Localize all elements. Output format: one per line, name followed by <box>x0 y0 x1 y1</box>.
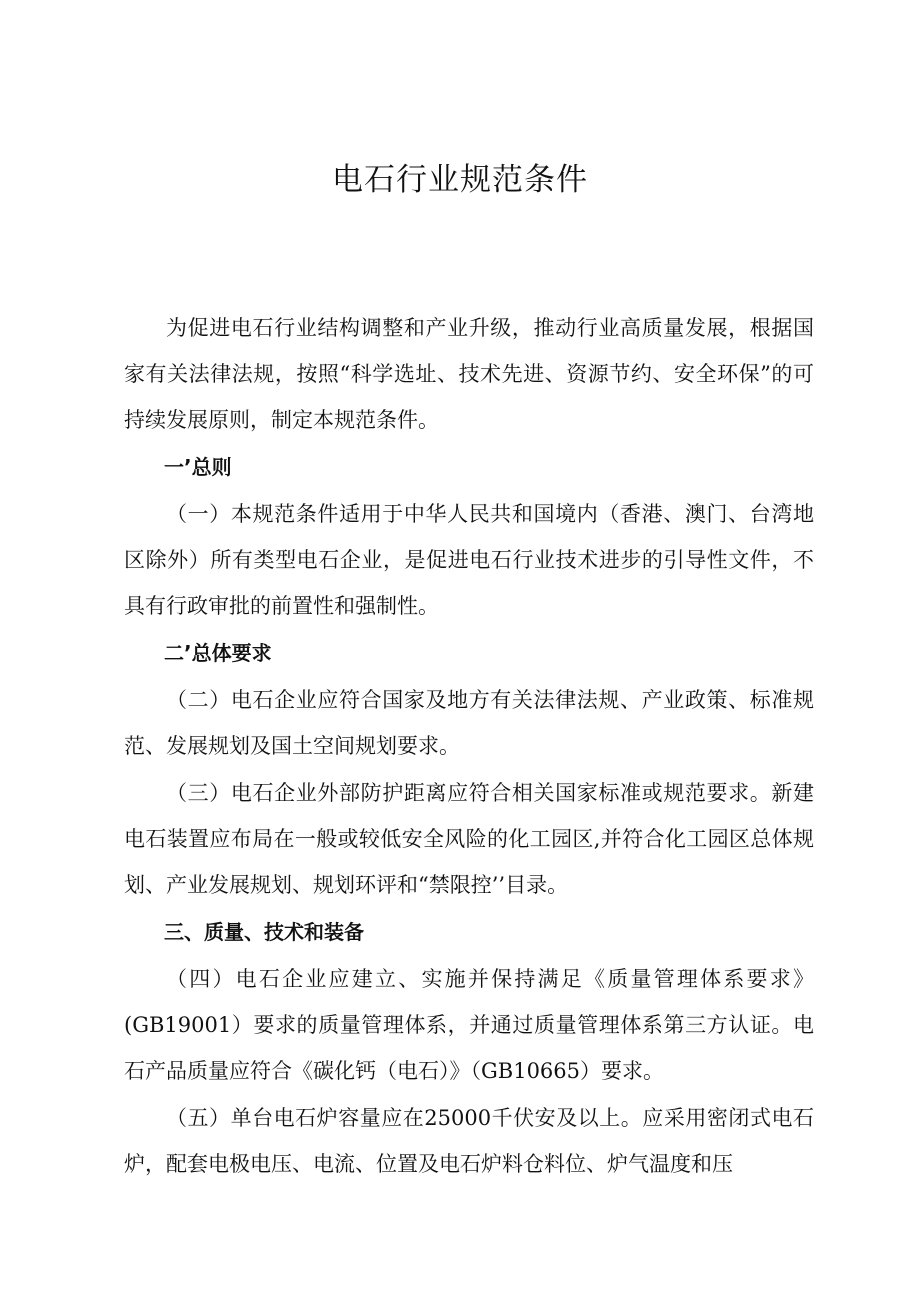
clause-2: （二）电石企业应符合国家及地方有关法律法规、产业政策、标准规范、发展规划及国土空间规划要求。 <box>124 688 814 758</box>
clause-3: （三）电石企业外部防护距离应符合相关国家标准或规范要求。新建电石装置应布局在一般或较低安全风险的化工园区,并符合化工园区总体规划、产业发展规划、规划环评和“禁限控’’目录。 <box>124 781 814 897</box>
section-heading-overall-requirements: 二’总体要求 <box>164 641 272 665</box>
section-heading-quality-tech-equipment: 三、质量、技术和装备 <box>164 920 364 944</box>
section-heading-general: 一’总则 <box>164 455 232 479</box>
document-title: 电石行业规范条件 <box>332 162 588 198</box>
clause-4: （四）电石企业应建立、实施并保持满足《质量管理体系要求》(GB19001）要求的质量管理体系，并通过质量管理体系第三方认证。电石产品质量应符合《碳化钙（电石）》（GB10665）要求。 <box>124 967 814 1083</box>
document-body <box>124 305 814 1188</box>
intro-paragraph: 为促进电石行业结构调整和产业升级，推动行业高质量发展，根据国家有关法律法规，按照“科学选址、技术先进、资源节约、安全环保”的可持续发展原则，制定本规范条件。 <box>124 316 814 432</box>
clause-5: （五）单台电石炉容量应在25000千伏安及以上。应采用密闭式电石炉，配套电极电压、电流、位置及电石炉料仓料位、炉气温度和压 <box>124 1106 814 1176</box>
clause-1: （一）本规范条件适用于中华人民共和国境内（香港、澳门、台湾地区除外）所有类型电石企业，是促进电石行业技术进步的引导性文件，不具有行政审批的前置性和强制性。 <box>124 502 814 618</box>
